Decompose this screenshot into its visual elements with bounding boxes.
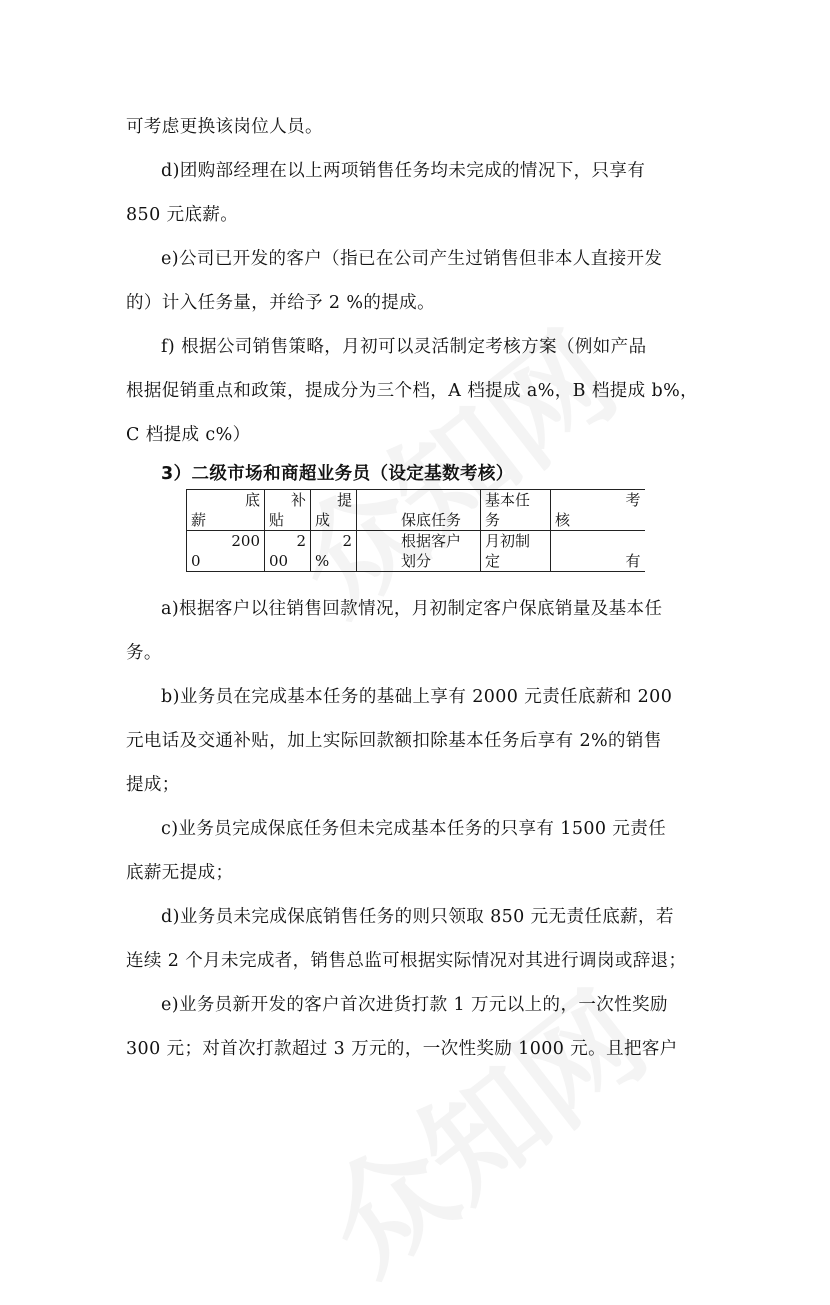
paragraph-line: e)公司已开发的客户（指已在公司产生过销售但非本人直接开发: [161, 249, 663, 269]
paragraph-line: 务。: [126, 643, 162, 663]
paragraph-line: 850 元底薪。: [126, 205, 239, 225]
table-cell: 根据客户 划分: [357, 531, 481, 572]
table-header-row: [187, 490, 645, 531]
paragraph-line: c)业务员完成保底任务但未完成基本任务的只享有 1500 元责任: [161, 819, 667, 839]
paragraph-line: C 档提成 c%）: [126, 425, 251, 445]
table-cell: 2 00: [265, 531, 311, 572]
paragraph-line: 根据促销重点和政策，提成分为三个档，A 档提成 a%，B 档提成 b%，: [126, 381, 699, 401]
paragraph-line: e)业务员新开发的客户首次进货打款 1 万元以上的，一次性奖励: [161, 995, 668, 1015]
table-header-cell: 底 薪: [187, 490, 265, 531]
paragraph-line: 可考虑更换该岗位人员。: [126, 117, 323, 137]
table-header-cell: 基本任 务: [481, 490, 551, 531]
paragraph-line: a)根据客户以往销售回款情况，月初制定客户保底销量及基本任: [161, 599, 663, 619]
paragraph-line: f) 根据公司销售策略，月初可以灵活制定考核方案（例如产品: [161, 337, 647, 357]
paragraph-line: 300 元；对首次打款超过 3 万元的，一次性奖励 1000 元。且把客户: [126, 1039, 678, 1059]
table-cell: 2 %: [311, 531, 357, 572]
table-cell: 有: [551, 531, 645, 572]
table-header-cell: 保底任务: [357, 490, 481, 531]
paragraph-line: b)业务员在完成基本任务的基础上享有 2000 元责任底薪和 200: [161, 687, 673, 707]
table-header-cell: 提 成: [311, 490, 357, 531]
paragraph-line: d)团购部经理在以上两项销售任务均未完成的情况下，只享有: [161, 161, 646, 181]
assessment-table: [186, 489, 645, 572]
paragraph-line: 连续 2 个月未完成者，销售总监可根据实际情况对其进行调岗或辞退；: [126, 951, 687, 971]
paragraph-line: 的）计入任务量，并给予 2 %的提成。: [126, 293, 435, 313]
table-cell: 200 0: [187, 531, 265, 572]
paragraph-line: 元电话及交通补贴，加上实际回款额扣除基本任务后享有 2%的销售: [126, 731, 662, 751]
table-header-cell: 补 贴: [265, 490, 311, 531]
paragraph-line: 底薪无提成；: [126, 863, 234, 883]
paragraph-line: 提成；: [126, 775, 180, 795]
table-cell: 月初制 定: [481, 531, 551, 572]
paragraph-line: d)业务员未完成保底销售任务的则只领取 850 元无责任底薪，若: [161, 907, 674, 927]
table-header-cell: 考 核: [551, 490, 645, 531]
section-heading: 3）二级市场和商超业务员（设定基数考核）: [161, 464, 514, 484]
table-row: [187, 531, 645, 572]
